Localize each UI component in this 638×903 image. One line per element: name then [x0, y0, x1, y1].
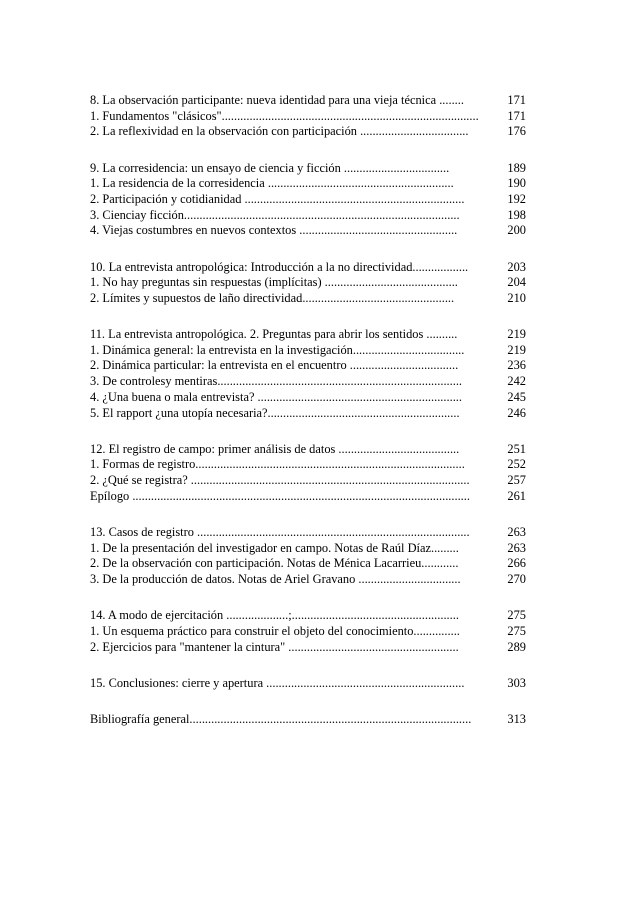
toc-entry	[90, 260, 530, 276]
toc-entry-title: 1. Un esquema práctico para construir el objeto del conocimiento...............	[90, 623, 460, 638]
toc-page-number: 200	[507, 223, 526, 238]
toc-section	[90, 525, 530, 588]
toc-entry-title: 4. ¿Una buena o mala entrevista? ..................................................................	[90, 389, 462, 404]
toc-page-number: 204	[507, 275, 526, 290]
toc-section	[90, 327, 530, 421]
toc-page-number: 219	[507, 342, 526, 357]
toc-entry-title: 12. El registro de campo: primer análisis de datos .......................................	[90, 441, 460, 456]
toc-page-number: 261	[507, 488, 526, 503]
toc-page-number: 236	[507, 358, 526, 373]
toc-page-number: 270	[507, 572, 526, 586]
toc-entry	[90, 192, 530, 208]
toc-entry	[90, 124, 530, 140]
toc-entry	[90, 640, 530, 656]
toc-entry	[90, 712, 530, 728]
toc-entry	[90, 556, 530, 572]
toc-page-number: 176	[507, 124, 526, 139]
toc-page-number: 171	[507, 108, 526, 123]
toc-entry	[90, 406, 530, 422]
toc-section	[90, 676, 530, 692]
toc-entry	[90, 223, 530, 239]
toc-entry	[90, 275, 530, 291]
toc-entry-title: Bibliografía general...........................................................................................	[90, 711, 472, 726]
toc-entry-title: 3. Cienciay ficción.........................................................................................	[90, 207, 460, 222]
toc-entry	[90, 624, 530, 640]
toc-entry-title: 1. Fundamentos "clásicos"...................................................................................	[90, 108, 479, 123]
toc-page-number: 252	[507, 457, 526, 472]
toc-entry-title: 15. Conclusiones: cierre y apertura ................................................................	[90, 675, 465, 690]
toc-page-number: 192	[507, 191, 526, 206]
toc-page-number: 210	[507, 290, 526, 305]
toc-entry-title: 3. De controlesy mentiras...............................................................................	[90, 374, 463, 389]
toc-entry-title: 2. Dinámica particular: la entrevista en el encuentro ...................................	[90, 358, 459, 373]
toc-entry	[90, 572, 530, 588]
toc-entry	[90, 327, 530, 343]
toc-page-number: 219	[507, 327, 526, 342]
toc-section	[90, 608, 530, 655]
toc-page-number: 275	[507, 608, 526, 623]
toc-page-number: 171	[507, 93, 526, 107]
toc-entry-title: 2. La reflexividad en la observación con participación ...................................	[90, 124, 469, 139]
toc-entry-title: 13. Casos de registro ........................................................................................	[90, 524, 470, 539]
toc-page-number: 242	[507, 374, 526, 389]
toc-entry-title: 4. Viejas costumbres en nuevos contextos ...................................................	[90, 223, 458, 238]
toc-entry-title: 1. De la presentación del investigador en campo. Notas de Raúl Díaz.........	[90, 540, 459, 555]
toc-entry-title: 11. La entrevista antropológica. 2. Preguntas para abrir los sentidos ..........	[90, 327, 458, 342]
toc-entry-title: 14. A modo de ejercitación ....................;......................................................	[90, 608, 459, 623]
toc-section	[90, 442, 530, 505]
toc-entry	[90, 374, 530, 390]
toc-page-number: 313	[507, 711, 526, 726]
toc-page-number: 263	[507, 540, 526, 555]
toc-section	[90, 712, 530, 728]
toc-page-number: 198	[507, 207, 526, 222]
toc-entry-title: 1. Formas de registro.......................................................................................	[90, 457, 465, 472]
toc-entry-title: 2. ¿Qué se registra? ..........................................................................................	[90, 473, 470, 488]
toc-entry	[90, 176, 530, 192]
toc-entry-title: 1. Dinámica general: la entrevista en la investigación....................................	[90, 342, 465, 357]
toc-entry-title: 8. La observación participante: nueva identidad para una vieja técnica ........	[90, 93, 464, 107]
toc-entry	[90, 676, 530, 692]
toc-page-number: 266	[507, 556, 526, 571]
toc-page-number: 203	[507, 259, 526, 274]
toc-entry	[90, 291, 530, 307]
toc-entry-title: 2. Participación y cotidianidad .......................................................................	[90, 191, 465, 206]
table-of-contents	[90, 93, 530, 748]
toc-entry-title: 1. No hay preguntas sin respuestas (implícitas) ...........................................	[90, 275, 458, 290]
toc-page-number: 245	[507, 389, 526, 404]
toc-entry-title: 5. El rapport ¿una utopía necesaria?..............................................................	[90, 405, 460, 420]
toc-entry-title: 3. De la producción de datos. Notas de Ariel Gravano .................................	[90, 572, 461, 586]
toc-entry	[90, 442, 530, 458]
toc-entry	[90, 109, 530, 125]
toc-entry-title: 9. La corresidencia: un ensayo de ciencia y ficción ..................................	[90, 160, 450, 175]
toc-entry	[90, 390, 530, 406]
toc-page-number: 246	[507, 405, 526, 420]
toc-page-number: 275	[507, 623, 526, 638]
toc-entry-title: 1. La residencia de la corresidencia ............................................................	[90, 176, 454, 191]
toc-entry	[90, 457, 530, 473]
toc-entry-title: 2. De la observación con participación. Notas de Ménica Lacarrieu............	[90, 556, 459, 571]
toc-page-number: 263	[507, 524, 526, 539]
toc-section	[90, 161, 530, 239]
toc-entry	[90, 489, 530, 505]
toc-entry	[90, 541, 530, 557]
toc-entry	[90, 208, 530, 224]
toc-entry	[90, 93, 530, 109]
toc-entry-title: Epílogo .............................................................................................................	[90, 488, 470, 503]
toc-page-number: 251	[507, 441, 526, 456]
toc-entry	[90, 358, 530, 374]
toc-entry-title: 2. Límites y supuestos de laño directividad.................................................	[90, 290, 455, 305]
toc-entry	[90, 525, 530, 541]
toc-section	[90, 93, 530, 140]
toc-entry	[90, 608, 530, 624]
toc-page-number: 303	[507, 675, 526, 690]
toc-entry	[90, 473, 530, 489]
toc-entry-title: 2. Ejercicios para "mantener la cintura" .......................................................	[90, 639, 459, 654]
toc-page-number: 190	[507, 176, 526, 191]
toc-page-number: 189	[507, 160, 526, 175]
toc-section	[90, 260, 530, 307]
toc-page-number: 289	[507, 639, 526, 654]
toc-page-number: 257	[507, 473, 526, 488]
toc-entry	[90, 161, 530, 177]
toc-entry	[90, 343, 530, 359]
toc-entry-title: 10. La entrevista antropológica: Introducción a la no directividad..................	[90, 259, 469, 274]
